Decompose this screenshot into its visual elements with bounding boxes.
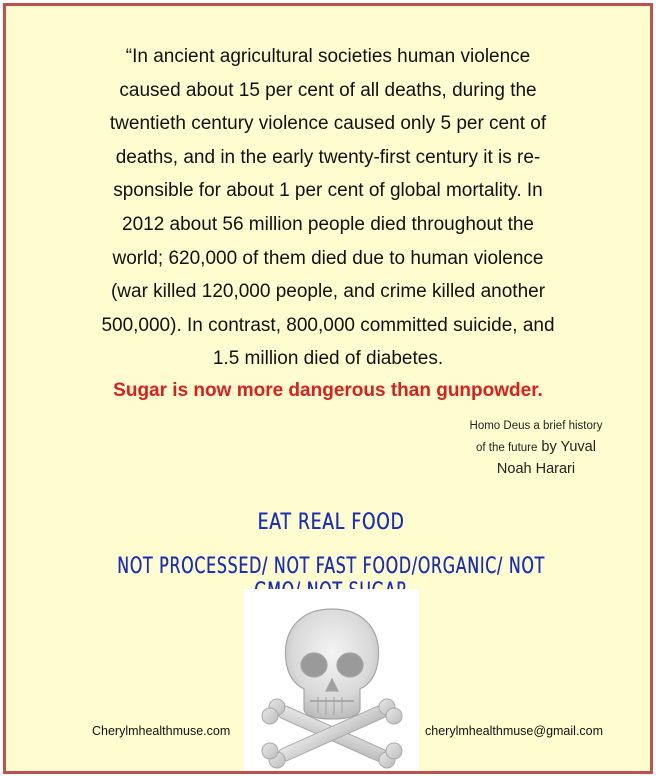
citation-line-3: Noah Harari	[496, 461, 576, 477]
quote-block	[12, 40, 644, 376]
quote-line: 500,000). In contrast, 800,000 committed suicide, and	[101, 314, 555, 336]
citation-line-1: Homo Deus a brief history	[469, 420, 603, 432]
citation-line-2-author: by Yuval	[537, 439, 596, 455]
website-text: Cherylmhealthmuse.com	[92, 724, 231, 738]
skull-crossbones-icon	[244, 589, 419, 771]
quote-line: “In ancient agricultural societies human violence	[125, 46, 531, 67]
citation-line-2-small: of the future	[476, 442, 538, 454]
poster-frame	[3, 3, 653, 774]
quote-line: sponsible for about 1 per cent of global mortality. In	[113, 180, 543, 202]
email-text: cherylmhealthmuse@gmail.com	[425, 724, 604, 738]
slogan-title: EAT REAL FOOD	[257, 510, 405, 535]
book-citation	[436, 416, 636, 480]
quote-line: (war killed 120,000 people, and crime killed another	[110, 281, 546, 303]
quote-line: deaths, and in the early twenty-first century it is re-	[115, 146, 541, 168]
quote-line: world; 620,000 of them died due to human violence	[112, 247, 544, 269]
citation-line-2	[436, 437, 636, 459]
quote-line: twentieth century violence caused only 5 per cent of	[109, 113, 547, 135]
skull-crossbones-image	[244, 589, 419, 771]
quote-line: 2012 about 56 million people died throughout the	[122, 213, 534, 235]
sugar-warning: Sugar is now more dangerous than gunpowder.	[113, 380, 543, 401]
slogan-subtitle: NOT PROCESSED/ NOT FAST FOOD/ORGANIC/ NOT	[117, 554, 545, 579]
quote-line: 1.5 million died of diabetes.	[212, 348, 444, 370]
quote-line: caused about 15 per cent of all deaths, during the	[119, 79, 537, 101]
